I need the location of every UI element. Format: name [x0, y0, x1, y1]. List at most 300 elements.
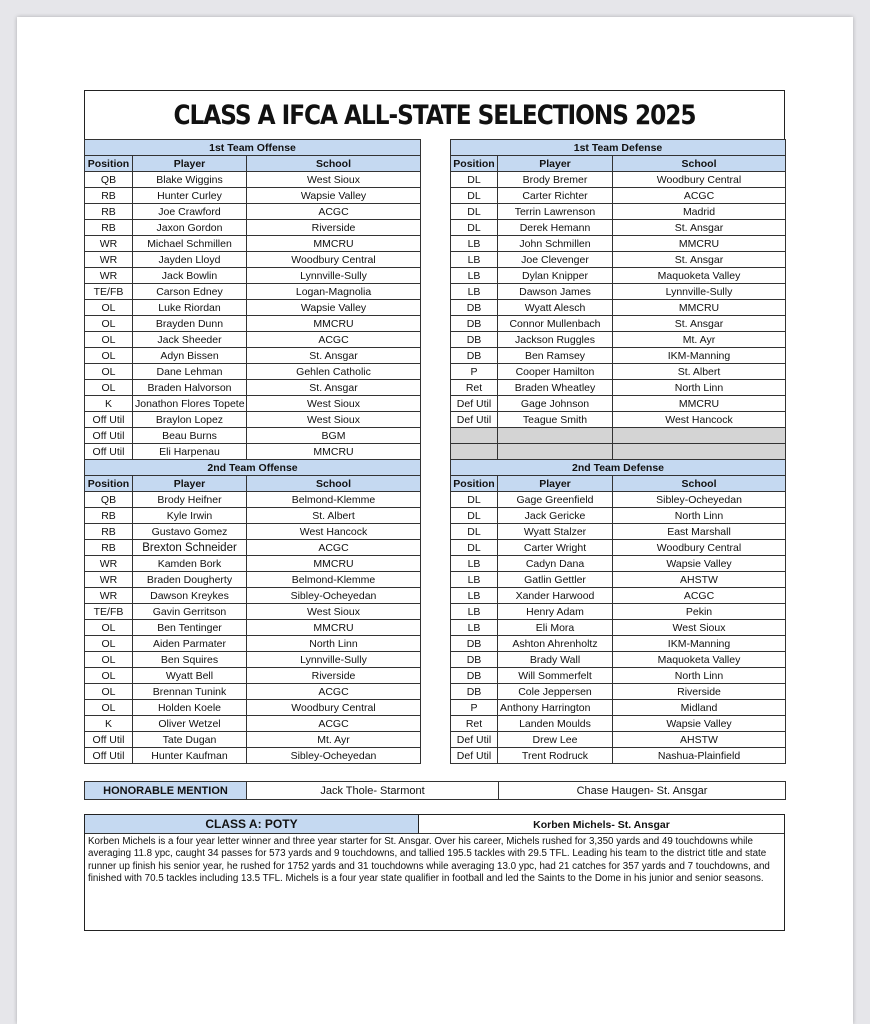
player-cell: Gavin Gerritson	[133, 604, 247, 620]
table-row	[451, 748, 786, 764]
school-cell: West Sioux	[613, 620, 786, 636]
position-cell: Off Util	[85, 428, 133, 444]
table-row	[85, 508, 421, 524]
position-cell: LB	[451, 556, 498, 572]
position-cell: LB	[451, 236, 498, 252]
school-cell: MMCRU	[613, 396, 786, 412]
player-cell: Brady Wall	[498, 652, 613, 668]
player-cell: Anthony Harrington	[498, 700, 613, 716]
position-header: Position	[451, 156, 498, 172]
school-cell: AHSTW	[613, 732, 786, 748]
school-cell: West Sioux	[247, 604, 421, 620]
section-title: 1st Team Offense	[85, 140, 421, 156]
player-cell: Trent Rodruck	[498, 748, 613, 764]
player-cell: Oliver Wetzel	[133, 716, 247, 732]
player-cell: Kamden Bork	[133, 556, 247, 572]
school-cell: North Linn	[613, 668, 786, 684]
table-row	[85, 380, 421, 396]
table-row	[85, 716, 421, 732]
second-team-offense-table	[84, 459, 421, 764]
player-cell: Jack Gericke	[498, 508, 613, 524]
player-cell: Jonathon Flores Topete	[133, 396, 247, 412]
player-cell: Braden Wheatley	[498, 380, 613, 396]
position-cell: RB	[85, 204, 133, 220]
player-cell: Jack Bowlin	[133, 268, 247, 284]
table-row	[451, 300, 786, 316]
table-row	[85, 524, 421, 540]
section-title: 1st Team Defense	[451, 140, 786, 156]
school-cell: St. Albert	[247, 508, 421, 524]
position-cell: LB	[451, 604, 498, 620]
table-row	[85, 668, 421, 684]
table-row	[85, 300, 421, 316]
table-row	[451, 348, 786, 364]
player-cell: Dawson Kreykes	[133, 588, 247, 604]
player-cell: Drew Lee	[498, 732, 613, 748]
player-cell: Brody Heifner	[133, 492, 247, 508]
player-cell: Joe Crawford	[133, 204, 247, 220]
position-cell: OL	[85, 668, 133, 684]
player-header: Player	[498, 156, 613, 172]
player-cell: Wyatt Bell	[133, 668, 247, 684]
position-cell: Off Util	[85, 444, 133, 460]
position-header: Position	[85, 156, 133, 172]
table-row	[451, 732, 786, 748]
position-cell: WR	[85, 236, 133, 252]
player-cell: Carter Wright	[498, 540, 613, 556]
position-cell: DB	[451, 636, 498, 652]
position-cell: DB	[451, 300, 498, 316]
table-row	[451, 316, 786, 332]
player-cell: Cooper Hamilton	[498, 364, 613, 380]
school-cell: Madrid	[613, 204, 786, 220]
school-header: School	[247, 156, 421, 172]
position-cell: P	[451, 364, 498, 380]
school-cell: ACGC	[613, 588, 786, 604]
table-row	[451, 236, 786, 252]
position-cell: RB	[85, 220, 133, 236]
position-cell: OL	[85, 652, 133, 668]
position-cell: K	[85, 396, 133, 412]
table-row	[451, 652, 786, 668]
position-header: Position	[451, 476, 498, 492]
position-cell: RB	[85, 188, 133, 204]
position-cell: WR	[85, 252, 133, 268]
position-cell: OL	[85, 316, 133, 332]
player-cell: Dane Lehman	[133, 364, 247, 380]
school-header: School	[613, 156, 786, 172]
honorable-mention-name: Chase Haugen- St. Ansgar	[499, 782, 786, 800]
school-cell: Belmond-Klemme	[247, 492, 421, 508]
position-cell: OL	[85, 636, 133, 652]
empty-row	[451, 444, 786, 460]
section-title: 2nd Team Offense	[85, 460, 421, 476]
school-cell: Mt. Ayr	[613, 332, 786, 348]
school-cell: St. Ansgar	[613, 252, 786, 268]
table-row	[451, 700, 786, 716]
player-cell: Kyle Irwin	[133, 508, 247, 524]
player-cell: Cadyn Dana	[498, 556, 613, 572]
table-row	[451, 172, 786, 188]
table-row	[85, 700, 421, 716]
player-cell: Ben Tentinger	[133, 620, 247, 636]
player-cell: Adyn Bissen	[133, 348, 247, 364]
school-cell: IKM-Manning	[613, 348, 786, 364]
school-cell: West Sioux	[247, 396, 421, 412]
player-cell: Landen Moulds	[498, 716, 613, 732]
table-row	[451, 284, 786, 300]
position-cell: LB	[451, 572, 498, 588]
player-cell: Braylon Lopez	[133, 412, 247, 428]
section-title: 2nd Team Defense	[451, 460, 786, 476]
position-cell: DL	[451, 524, 498, 540]
position-cell: LB	[451, 588, 498, 604]
school-cell: ACGC	[247, 716, 421, 732]
player-cell: Gage Greenfield	[498, 492, 613, 508]
player-cell: Wyatt Alesch	[498, 300, 613, 316]
position-cell: Def Util	[451, 396, 498, 412]
table-row	[451, 604, 786, 620]
table-row	[85, 268, 421, 284]
empty-cell	[451, 428, 498, 444]
position-header: Position	[85, 476, 133, 492]
school-cell: West Hancock	[613, 412, 786, 428]
table-row	[451, 668, 786, 684]
poty-description: Korben Michels is a four year letter winner and three year starter for St. Ansgar. Over his career, Michels rushed for 3,350 yards and 49 touchdowns while averaging 11.8 ypc, caught 34 passes for 573 yards and 9 touchdowns, and tallied 195.5 tackles with 29.5 TFL. Leading his team to the district title and state runner up finish his senior year, he rushed for 1752 yards and 31 touchdowns while averaging 13.0 ypc, had 21 catches for 357 yards and 7 touchdowns, and finished with 70.5 tackles including 13.5 TFL. Michels is a four year state qualifier in football and led the Saints to the Dome in his junior and senior seasons.	[88, 836, 770, 884]
player-cell: Cole Jeppersen	[498, 684, 613, 700]
school-cell: West Sioux	[247, 412, 421, 428]
table-row	[85, 556, 421, 572]
school-cell: St. Ansgar	[613, 316, 786, 332]
school-cell: Wapsie Valley	[613, 556, 786, 572]
school-cell: MMCRU	[247, 556, 421, 572]
position-cell: DB	[451, 332, 498, 348]
school-cell: Wapsie Valley	[247, 300, 421, 316]
table-row	[85, 620, 421, 636]
player-cell: Ashton Ahrenholtz	[498, 636, 613, 652]
player-cell: Braden Halvorson	[133, 380, 247, 396]
player-cell: Joe Clevenger	[498, 252, 613, 268]
position-cell: DB	[451, 316, 498, 332]
player-cell: Carson Edney	[133, 284, 247, 300]
table-row	[85, 316, 421, 332]
school-cell: St. Ansgar	[613, 220, 786, 236]
table-row	[451, 396, 786, 412]
position-cell: WR	[85, 556, 133, 572]
school-cell: North Linn	[247, 636, 421, 652]
table-row	[85, 204, 421, 220]
school-cell: St. Ansgar	[247, 348, 421, 364]
player-cell: Brennan Tunink	[133, 684, 247, 700]
position-cell: Def Util	[451, 412, 498, 428]
table-row	[85, 428, 421, 444]
empty-cell	[498, 428, 613, 444]
position-cell: OL	[85, 620, 133, 636]
player-cell: Teague Smith	[498, 412, 613, 428]
table-row	[85, 684, 421, 700]
table-row	[451, 556, 786, 572]
school-cell: Midland	[613, 700, 786, 716]
position-cell: LB	[451, 620, 498, 636]
school-cell: Nashua-Plainfield	[613, 748, 786, 764]
player-cell: Tate Dugan	[133, 732, 247, 748]
table-row	[85, 220, 421, 236]
honorable-mention-name: Jack Thole- Starmont	[247, 782, 499, 800]
player-cell: Gustavo Gomez	[133, 524, 247, 540]
school-cell: Maquoketa Valley	[613, 652, 786, 668]
school-cell: MMCRU	[247, 620, 421, 636]
school-cell: Woodbury Central	[247, 252, 421, 268]
table-row	[451, 380, 786, 396]
position-cell: DL	[451, 540, 498, 556]
player-cell: Connor Mullenbach	[498, 316, 613, 332]
school-header: School	[247, 476, 421, 492]
player-cell: Jaxon Gordon	[133, 220, 247, 236]
position-cell: OL	[85, 364, 133, 380]
school-cell: MMCRU	[247, 316, 421, 332]
school-cell: IKM-Manning	[613, 636, 786, 652]
school-cell: Logan-Magnolia	[247, 284, 421, 300]
school-cell: MMCRU	[613, 236, 786, 252]
table-row	[85, 348, 421, 364]
table-row	[85, 540, 421, 556]
position-cell: DL	[451, 220, 498, 236]
table-row	[85, 604, 421, 620]
position-cell: DL	[451, 172, 498, 188]
position-cell: OL	[85, 684, 133, 700]
table-row	[451, 540, 786, 556]
table-row	[451, 220, 786, 236]
empty-cell	[451, 444, 498, 460]
position-cell: WR	[85, 588, 133, 604]
school-cell: North Linn	[613, 380, 786, 396]
table-row	[85, 492, 421, 508]
player-cell: Aiden Parmater	[133, 636, 247, 652]
player-cell: Carter Richter	[498, 188, 613, 204]
school-cell: Lynnville-Sully	[247, 652, 421, 668]
school-cell: ACGC	[247, 332, 421, 348]
table-row	[85, 652, 421, 668]
school-cell: MMCRU	[247, 444, 421, 460]
player-cell: Beau Burns	[133, 428, 247, 444]
honorable-mention-label: HONORABLE MENTION	[85, 782, 247, 800]
school-cell: Lynnville-Sully	[613, 284, 786, 300]
table-row	[85, 444, 421, 460]
table-row	[85, 748, 421, 764]
position-cell: OL	[85, 700, 133, 716]
table-row	[451, 412, 786, 428]
position-cell: RB	[85, 508, 133, 524]
player-cell: Jack Sheeder	[133, 332, 247, 348]
school-cell: Riverside	[247, 668, 421, 684]
school-cell: Woodbury Central	[613, 172, 786, 188]
player-cell: Jayden Lloyd	[133, 252, 247, 268]
position-cell: DB	[451, 652, 498, 668]
school-cell: MMCRU	[247, 236, 421, 252]
position-cell: DB	[451, 684, 498, 700]
player-cell: Terrin Lawrenson	[498, 204, 613, 220]
position-cell: Off Util	[85, 732, 133, 748]
table-row	[451, 364, 786, 380]
player-cell: Brexton Schneider	[133, 540, 247, 556]
player-cell: Will Sommerfelt	[498, 668, 613, 684]
position-cell: RB	[85, 540, 133, 556]
page-title: CLASS A IFCA ALL-STATE SELECTIONS 2025	[173, 99, 696, 131]
school-cell: Maquoketa Valley	[613, 268, 786, 284]
school-cell: Woodbury Central	[247, 700, 421, 716]
table-row	[451, 524, 786, 540]
school-cell: East Marshall	[613, 524, 786, 540]
school-cell: Riverside	[247, 220, 421, 236]
player-cell: Henry Adam	[498, 604, 613, 620]
position-cell: QB	[85, 172, 133, 188]
school-cell: Wapsie Valley	[613, 716, 786, 732]
school-cell: ACGC	[247, 540, 421, 556]
position-cell: QB	[85, 492, 133, 508]
table-row	[451, 620, 786, 636]
position-cell: RB	[85, 524, 133, 540]
table-row	[85, 236, 421, 252]
school-cell: Belmond-Klemme	[247, 572, 421, 588]
school-cell: Lynnville-Sully	[247, 268, 421, 284]
school-cell: Mt. Ayr	[247, 732, 421, 748]
player-cell: Braden Dougherty	[133, 572, 247, 588]
position-cell: Ret	[451, 380, 498, 396]
empty-row	[451, 428, 786, 444]
player-cell: Derek Hemann	[498, 220, 613, 236]
first-team-offense-table	[84, 139, 421, 460]
player-header: Player	[133, 476, 247, 492]
position-cell: Def Util	[451, 732, 498, 748]
school-cell: Wapsie Valley	[247, 188, 421, 204]
position-cell: Off Util	[85, 412, 133, 428]
poty-header	[85, 815, 784, 834]
player-cell: Jackson Ruggles	[498, 332, 613, 348]
empty-cell	[613, 428, 786, 444]
school-cell: Woodbury Central	[613, 540, 786, 556]
table-row	[451, 252, 786, 268]
position-cell: Ret	[451, 716, 498, 732]
position-cell: WR	[85, 268, 133, 284]
school-cell: St. Albert	[613, 364, 786, 380]
title-box	[84, 90, 785, 139]
player-cell: Hunter Kaufman	[133, 748, 247, 764]
player-cell: Ben Squires	[133, 652, 247, 668]
position-cell: DL	[451, 204, 498, 220]
player-cell: Gatlin Gettler	[498, 572, 613, 588]
table-row	[451, 188, 786, 204]
table-row	[451, 492, 786, 508]
second-team-defense-table	[450, 459, 786, 764]
table-row	[85, 572, 421, 588]
school-cell: Gehlen Catholic	[247, 364, 421, 380]
position-cell: DL	[451, 508, 498, 524]
position-cell: OL	[85, 332, 133, 348]
player-cell: Ben Ramsey	[498, 348, 613, 364]
table-row	[451, 636, 786, 652]
position-cell: Def Util	[451, 748, 498, 764]
school-cell: AHSTW	[613, 572, 786, 588]
player-header: Player	[498, 476, 613, 492]
position-cell: LB	[451, 284, 498, 300]
player-cell: Wyatt Stalzer	[498, 524, 613, 540]
position-cell: TE/FB	[85, 604, 133, 620]
player-cell: Dawson James	[498, 284, 613, 300]
school-cell: ACGC	[247, 684, 421, 700]
empty-cell	[498, 444, 613, 460]
position-cell: WR	[85, 572, 133, 588]
position-cell: DL	[451, 188, 498, 204]
school-cell: North Linn	[613, 508, 786, 524]
position-cell: DB	[451, 668, 498, 684]
table-row	[451, 332, 786, 348]
player-cell: Eli Harpenau	[133, 444, 247, 460]
empty-cell	[613, 444, 786, 460]
player-cell: John Schmillen	[498, 236, 613, 252]
table-row	[85, 636, 421, 652]
table-row	[85, 732, 421, 748]
table-row	[85, 364, 421, 380]
table-row	[85, 172, 421, 188]
honorable-mention-table	[84, 781, 786, 800]
school-cell: Riverside	[613, 684, 786, 700]
school-cell: ACGC	[247, 204, 421, 220]
school-cell: BGM	[247, 428, 421, 444]
table-row	[451, 588, 786, 604]
school-cell: Pekin	[613, 604, 786, 620]
school-cell: Sibley-Ocheyedan	[247, 748, 421, 764]
position-cell: P	[451, 700, 498, 716]
player-cell: Brody Bremer	[498, 172, 613, 188]
player-cell: Hunter Curley	[133, 188, 247, 204]
player-cell: Blake Wiggins	[133, 172, 247, 188]
table-row	[85, 396, 421, 412]
position-cell: LB	[451, 268, 498, 284]
table-row	[451, 204, 786, 220]
school-cell: ACGC	[613, 188, 786, 204]
player-cell: Eli Mora	[498, 620, 613, 636]
table-row	[85, 412, 421, 428]
school-cell: Sibley-Ocheyedan	[613, 492, 786, 508]
player-header: Player	[133, 156, 247, 172]
poty-box	[84, 814, 785, 931]
position-cell: OL	[85, 300, 133, 316]
table-row	[451, 684, 786, 700]
school-header: School	[613, 476, 786, 492]
position-cell: OL	[85, 348, 133, 364]
position-cell: DL	[451, 492, 498, 508]
position-cell: TE/FB	[85, 284, 133, 300]
player-cell: Holden Koele	[133, 700, 247, 716]
school-cell: West Sioux	[247, 172, 421, 188]
table-row	[451, 268, 786, 284]
table-row	[451, 572, 786, 588]
position-cell: DB	[451, 348, 498, 364]
player-cell: Michael Schmillen	[133, 236, 247, 252]
poty-label: CLASS A: POTY	[85, 815, 419, 833]
school-cell: St. Ansgar	[247, 380, 421, 396]
poty-name: Korben Michels- St. Ansgar	[533, 819, 670, 831]
first-team-defense-table	[450, 139, 786, 460]
player-cell: Xander Harwood	[498, 588, 613, 604]
position-cell: OL	[85, 380, 133, 396]
table-row	[85, 284, 421, 300]
player-cell: Dylan Knipper	[498, 268, 613, 284]
school-cell: West Hancock	[247, 524, 421, 540]
table-row	[451, 508, 786, 524]
table-row	[85, 188, 421, 204]
position-cell: Off Util	[85, 748, 133, 764]
